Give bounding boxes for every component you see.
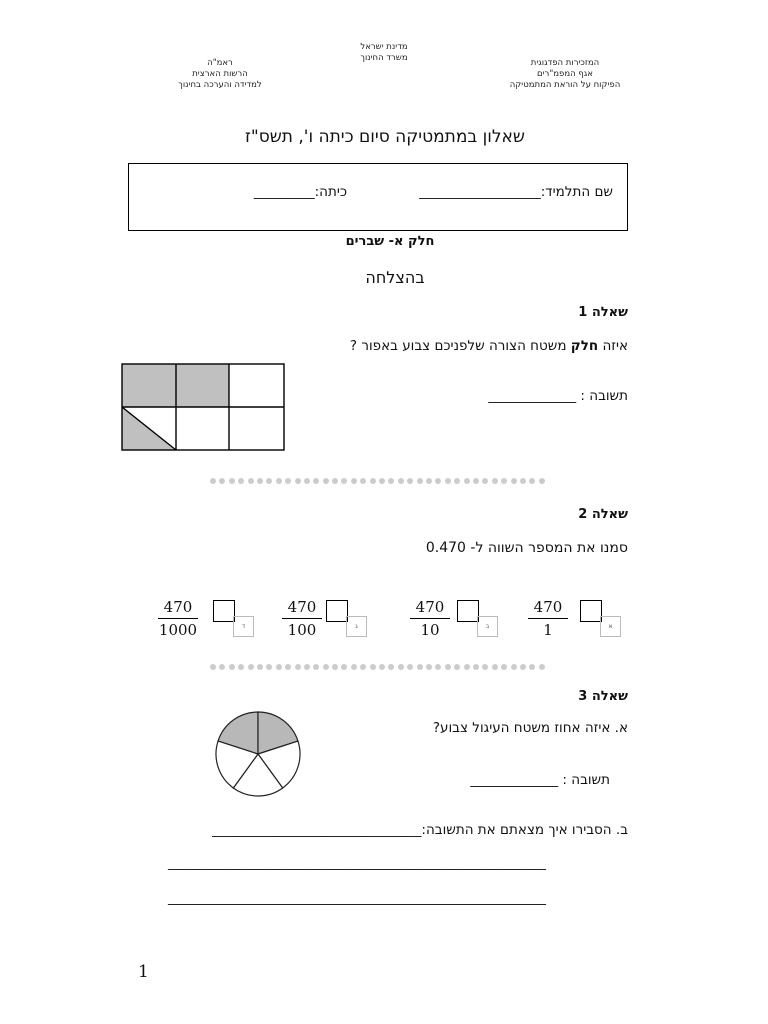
separator-dot (407, 478, 413, 484)
option-letter: א (600, 616, 621, 637)
separator-dot (304, 478, 310, 484)
separator-dot (229, 664, 235, 670)
separator-dot (511, 478, 517, 484)
separator-dot (445, 478, 451, 484)
fraction (410, 598, 450, 639)
q3-part-a: א. איזה אחוז משטח העיגול צבוע? (432, 720, 628, 736)
header-line: מדינת ישראל (360, 42, 408, 52)
separator-dot (323, 478, 329, 484)
q3-part-b-label: ב. הסבירו איך מצאתם את התשובה: (421, 822, 628, 838)
separator-dot (351, 478, 357, 484)
separator-dot (529, 664, 535, 670)
separator-dot (257, 478, 263, 484)
separator-dot (266, 664, 272, 670)
separator-dot (295, 478, 301, 484)
separator-dot (482, 664, 488, 670)
separator-dot (276, 478, 282, 484)
separator-dots (210, 478, 548, 484)
q1-answer[interactable]: תשובה : _____________ (488, 388, 628, 404)
separator-dot (219, 478, 225, 484)
class-field[interactable] (254, 184, 347, 200)
separator-dot (388, 664, 394, 670)
page-number: 1 (138, 962, 149, 982)
header-left (160, 58, 280, 91)
separator-dot (379, 664, 385, 670)
separator-dot (238, 478, 244, 484)
q3-circle-figure (206, 700, 316, 810)
separator-dot (501, 478, 507, 484)
separator-dot (229, 478, 235, 484)
separator-dot (445, 664, 451, 670)
q1-label: שאלה 1 (578, 305, 628, 320)
separator-dot (492, 478, 498, 484)
q3-part-b (212, 822, 628, 838)
separator-dot (370, 478, 376, 484)
separator-dot (398, 478, 404, 484)
separator-dot (332, 664, 338, 670)
separator-dot (426, 664, 432, 670)
student-name-field[interactable] (419, 184, 613, 200)
separator-dot (332, 478, 338, 484)
header-line: המזכירות הפדגוגית (530, 58, 600, 68)
separator-dot (473, 478, 479, 484)
separator-dot (520, 478, 526, 484)
fraction-numerator: 470 (158, 598, 198, 619)
separator-dot (473, 664, 479, 670)
q2-text: סמנו את המספר השווה ל- 0.470 (425, 540, 628, 556)
option-checkbox[interactable] (213, 600, 235, 622)
fraction (158, 598, 198, 639)
separator-dot (539, 478, 545, 484)
header-line: משרד החינוך (360, 53, 408, 63)
grid-cell-shaded (176, 364, 229, 407)
class-label: כיתה: (314, 184, 347, 200)
separator-dot (417, 478, 423, 484)
separator-dot (454, 478, 460, 484)
separator-dot (210, 664, 216, 670)
separator-dot (360, 478, 366, 484)
separator-dot (323, 664, 329, 670)
q1-grid-figure (121, 363, 287, 453)
page-title: שאלון במתמטיקה סיום כיתה ו', תשס"ז (245, 127, 525, 147)
separator-dot (341, 478, 347, 484)
header-line: ראמ"ה (207, 58, 233, 68)
student-info-box (128, 163, 628, 231)
fraction-numerator: 470 (410, 598, 450, 619)
header-right (500, 58, 630, 91)
separator-dots (210, 664, 548, 670)
q1-text-part: משטח הצורה שלפניכם צבוע באפור ? (349, 338, 571, 354)
fraction-denominator: 1 (543, 621, 553, 639)
answer-line[interactable]: ________________________________________________________ (168, 855, 546, 871)
separator-dot (219, 664, 225, 670)
header-center (334, 42, 434, 64)
q1-text (350, 338, 628, 354)
grid-cell-shaded (122, 364, 176, 407)
separator-dot (370, 664, 376, 670)
q3-answer[interactable]: תשובה : _____________ (470, 772, 610, 788)
separator-dot (351, 664, 357, 670)
separator-dot (511, 664, 517, 670)
fraction (282, 598, 322, 639)
separator-dot (304, 664, 310, 670)
fraction-denominator: 1000 (158, 621, 198, 639)
separator-dot (492, 664, 498, 670)
separator-dot (341, 664, 347, 670)
separator-dot (529, 478, 535, 484)
answer-line[interactable]: ________________________________________________________ (168, 890, 546, 906)
separator-dot (539, 664, 545, 670)
q3-label: שאלה 3 (578, 689, 628, 704)
separator-dot (398, 664, 404, 670)
separator-dot (464, 664, 470, 670)
separator-dot (417, 664, 423, 670)
fraction-numerator: 470 (528, 598, 568, 619)
fraction-numerator: 470 (282, 598, 322, 619)
section-title: חלק א- שברים (345, 234, 435, 249)
separator-dot (257, 664, 263, 670)
separator-dot (520, 664, 526, 670)
separator-dot (266, 478, 272, 484)
separator-dot (435, 664, 441, 670)
separator-dot (313, 478, 319, 484)
option-checkbox[interactable] (326, 600, 348, 622)
option-letter: ב (477, 616, 498, 637)
separator-dot (501, 664, 507, 670)
option-letter: ד (233, 616, 254, 637)
q2-label: שאלה 2 (578, 507, 628, 522)
separator-dot (285, 664, 291, 670)
separator-dot (360, 664, 366, 670)
separator-dot (295, 664, 301, 670)
separator-dot (248, 478, 254, 484)
option-checkbox[interactable] (580, 600, 602, 622)
header-line: אגף המפמ"רים (537, 69, 593, 79)
student-name-label: שם התלמיד: (540, 184, 613, 200)
separator-dot (210, 478, 216, 484)
good-luck-text: בהצלחה (365, 268, 425, 287)
separator-dot (407, 664, 413, 670)
separator-dot (464, 478, 470, 484)
separator-dot (379, 478, 385, 484)
option-letter: ג (346, 616, 367, 637)
separator-dot (238, 664, 244, 670)
separator-dot (285, 478, 291, 484)
separator-dot (388, 478, 394, 484)
header-line: למדידה והערכה בחינוך (178, 80, 262, 90)
fraction (528, 598, 568, 639)
student-name-blank[interactable]: __________________ (419, 184, 541, 200)
header-line: הפיקוח על הוראת המתמטיקה (509, 80, 621, 90)
header-line: הרשות הארצית (192, 69, 248, 79)
class-blank[interactable]: _________ (253, 184, 315, 200)
q1-text-part: איזה (598, 338, 628, 354)
separator-dot (426, 478, 432, 484)
separator-dot (435, 478, 441, 484)
option-checkbox[interactable] (457, 600, 479, 622)
q3-part-b-blank[interactable]: _______________________________ (212, 822, 422, 838)
separator-dot (454, 664, 460, 670)
fraction-denominator: 100 (287, 621, 317, 639)
separator-dot (482, 478, 488, 484)
q1-text-bold: חלק (570, 338, 599, 354)
separator-dot (276, 664, 282, 670)
separator-dot (313, 664, 319, 670)
separator-dot (248, 664, 254, 670)
fraction-denominator: 10 (420, 621, 440, 639)
